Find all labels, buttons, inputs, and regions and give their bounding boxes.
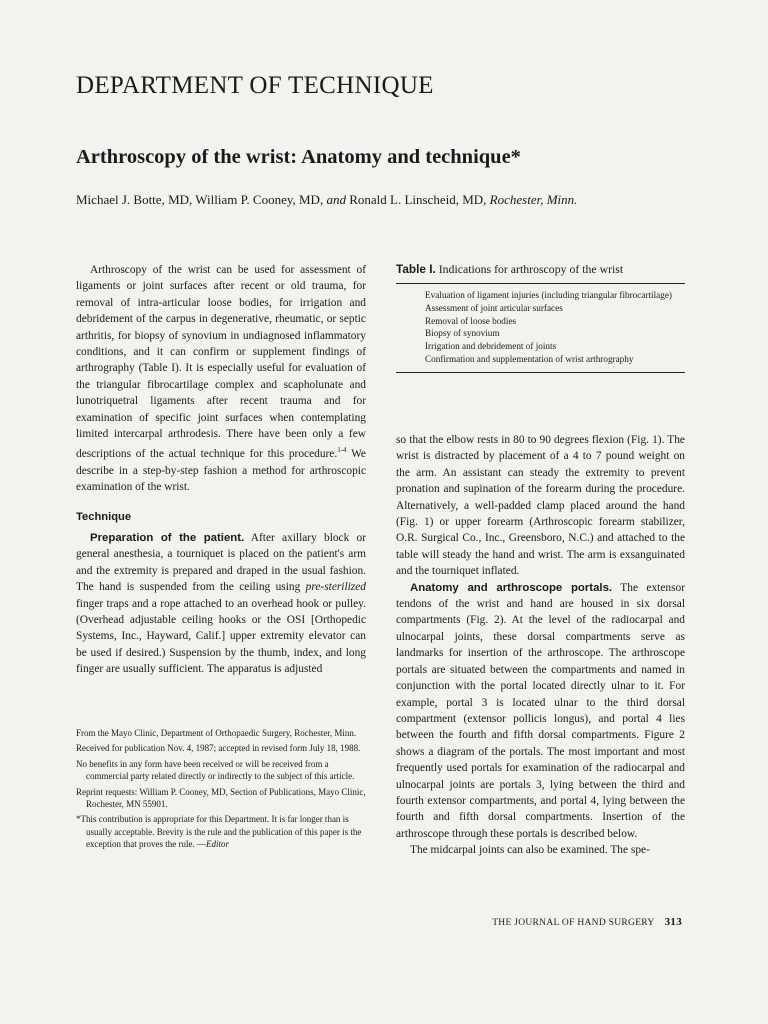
table-label: Table I. [396,262,436,276]
table-item: Irrigation and debridement of joints [425,341,557,352]
footnote-editor-note [76,813,366,850]
department-heading: DEPARTMENT OF TECHNIQUE [76,72,434,99]
editor-signature: Editor [205,839,229,850]
journal-name: THE JOURNAL OF HAND SURGERY [492,918,655,928]
table-list [396,289,685,366]
preparation-runin: Preparation of the patient. [90,531,245,544]
author-conjunction: and [326,192,346,207]
table-1 [396,262,685,373]
midcarpal-paragraph: The midcarpal joints can also be examined. The spe- [410,844,650,857]
left-column [76,262,366,678]
footnote-reprint: Reprint requests: William P. Cooney, MD, Section of Publications, Mayo Clinic, Rochester, MN 55901. [76,786,366,810]
table-bottom-rule [396,372,685,373]
continued-paragraph: so that the elbow rests in 80 to 90 degrees flexion (Fig. 1). The wrist is distracted by placement of a 4 to 7 pound weight on the arm. An assistant can steady the extremity to prevent pronation and supination of the forearm during the procedure. Alternatively, a well-padded clamp placed around the hand (Fig. 1) or upper forearm (Arthroscopic forearm stabilizer, O.R. Surgical Co., Inc., Greensboro, N.C.) and attached to the table will steady the hand and wrist. The arm is exsanguinated and the tourniquet inflated. [396,434,685,578]
footnote-affiliation: From the Mayo Clinic, Department of Orthopaedic Surgery, Rochester, Minn. [76,728,357,738]
table-item: Evaluation of ligament injuries (including triangular fibrocartilage) [425,290,672,300]
preparation-text: After axillary block or general anesthesia, a tourniquet is placed on the patient's arm and the extremity is prepared and draped in the usual fashion. The hand is suspended from the ceiling using [76,531,366,594]
table-item: Assessment of joint articular surfaces [425,302,563,313]
right-column [396,432,685,859]
author-names: Michael J. Botte, MD, William P. Cooney, MD, [76,192,324,207]
intro-text-cont: We describe in a step-by-step fashion a method for arthroscopic examination of the wrist. [76,448,366,494]
table-caption [396,262,685,277]
anatomy-runin: Anatomy and arthroscope portals. [410,581,613,594]
anatomy-paragraph [396,580,685,843]
article-title: Arthroscopy of the wrist: Anatomy and technique* [76,146,521,168]
intro-text: Arthroscopy of the wrist can be used for assessment of ligaments or joint surfaces after recent or old trauma, for removal of intra-articular loose bodies, for irrigation and debridement of the carpus in degenerative, rheumatic, or septic arthritis, for biopsy of synovium in undiagnosed inflammatory conditions, and it can confirm or supplement findings of arthrography (Table I). It is especially useful for evaluation of the triangular fibrocartilage complex and scapholunate and lunotriquetral ligaments after recent trauma and for examination of specific joint surfaces when contemplating limited intercarpal arthrodesis. There have been only a few descriptions of the actual technique for this procedure. [76,264,366,461]
page-footer [492,916,682,928]
page-number: 313 [664,916,682,928]
table-item: Confirmation and supplementation of wrist arthrography [425,353,634,364]
author-location: Rochester, Minn. [489,192,578,207]
intro-reference: 1-4 [337,446,347,455]
intro-paragraph [76,262,366,495]
table-top-rule [396,283,685,284]
preparation-emphasis: pre-sterilized [305,581,366,594]
table-caption-text: Indications for arthroscopy of the wrist [435,262,624,276]
table-item: Biopsy of synovium [425,328,500,339]
editor-note-text: *This contribution is appropriate for this Department. It is far longer than is usually acceptable. Brevity is the rule and the publication of this paper is the exception that proves the rule. — [76,814,362,850]
anatomy-text: The extensor tendons of the wrist and hand are housed in six dorsal compartments (Fig. 2). At the level of the radiocarpal and ulnocarpal joints, these dorsal compartments serve as landmarks for insertion of the arthroscope. The arthroscope portals are situated between the compartments and named in conjunction with the portal located directly ulnar to it. For example, portal 3 is located ulnar to the third dorsal compartment (extensor pollicis longus), and portal 4 lies between the fourth and fifth dorsal compartments. Figure 2 shows a diagram of the portals. The most important and most frequently used portals for examination of the radiocarpal and ulnocarpal joints are portals 3, lying between the third and fourth extensor compartments, and portal 4, lying between the fourth and fifth dorsal compartments. Insertion of the arthroscope through these portals is described below. [396,581,685,840]
author-line [76,192,577,208]
footnotes [76,727,366,854]
footnote-received: Received for publication Nov. 4, 1987; accepted in revised form July 18, 1988. [76,743,361,754]
technique-heading: Technique [76,511,132,524]
author-last: Ronald L. Linscheid, MD, [349,192,487,207]
preparation-text-cont: finger traps and a rope attached to an overhead hook or pulley. (Overhead adjustable ceiling hooks or the OSI [Orthopedic Systems, Inc., Hayward, Calif.] upper extremity elevator can be used if desired.) Suspension by the thumb, index, and long finger are usually sufficient. The apparatus is adjusted [76,597,366,676]
table-item: Removal of loose bodies [425,315,517,326]
preparation-paragraph [76,530,366,678]
footnote-benefits: No benefits in any form have been received or will be received from a commercial party related directly or indirectly to the subject of this article. [76,758,355,782]
